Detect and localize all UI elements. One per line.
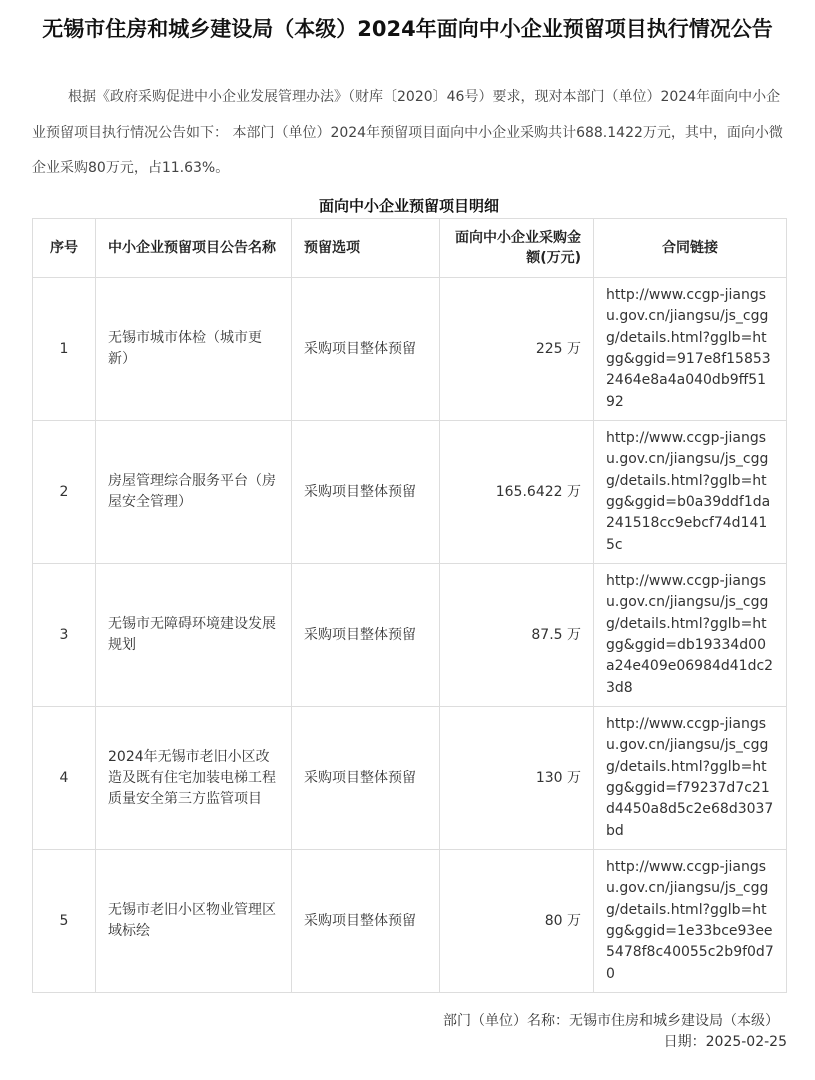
table-row <box>33 564 787 707</box>
table-row <box>33 278 787 421</box>
page-title: 无锡市住房和城乡建设局（本级）2024年面向中小企业预留项目执行情况公告 <box>42 17 773 41</box>
row-amount: 87.5 万 <box>440 564 594 707</box>
table-row <box>33 707 787 850</box>
row-project-name: 无锡市无障碍环境建设发展规划 <box>96 564 292 707</box>
table-row <box>33 850 787 993</box>
row-amount: 80 万 <box>440 850 594 993</box>
intro-paragraph: 根据《政府采购促进中小企业发展管理办法》（财库〔2020〕46号）要求，现对本部门（单位）2024年面向中小企业预留项目执行情况公告如下： 本部门（单位）2024年预留项目面向中小企业采购共计688.1422万元，其中，面向小微企业采购80万元，占11.63%。 <box>32 89 783 176</box>
row-reserve-option: 采购项目整体预留 <box>292 421 440 564</box>
row-project-name: 无锡市老旧小区物业管理区域标绘 <box>96 850 292 993</box>
row-seq: 4 <box>33 707 96 850</box>
footer-date: 日期：2025-02-25 <box>663 1034 787 1050</box>
header-amount: 面向中小企业采购金额(万元) <box>440 219 594 278</box>
row-reserve-option: 采购项目整体预留 <box>292 278 440 421</box>
row-contract-link[interactable]: http://www.ccgp-jiangsu.gov.cn/jiangsu/js_cggg/details.html?gglb=htgg&ggid=b0a39ddf1da241518cc9ebcf74d1415c <box>594 421 787 564</box>
row-seq: 3 <box>33 564 96 707</box>
row-seq: 2 <box>33 421 96 564</box>
header-project-name: 中小企业预留项目公告名称 <box>96 219 292 278</box>
row-contract-link[interactable]: http://www.ccgp-jiangsu.gov.cn/jiangsu/js_cggg/details.html?gglb=htgg&ggid=1e33bce93ee5478f8c40055c2b9f0d70 <box>594 850 787 993</box>
row-amount: 165.6422 万 <box>440 421 594 564</box>
row-reserve-option: 采购项目整体预留 <box>292 707 440 850</box>
row-amount: 130 万 <box>440 707 594 850</box>
header-reserve-option: 预留选项 <box>292 219 440 278</box>
table-header-row <box>33 219 787 278</box>
row-seq: 1 <box>33 278 96 421</box>
row-reserve-option: 采购项目整体预留 <box>292 564 440 707</box>
header-seq: 序号 <box>33 219 96 278</box>
row-amount: 225 万 <box>440 278 594 421</box>
row-reserve-option: 采购项目整体预留 <box>292 850 440 993</box>
row-project-name: 2024年无锡市老旧小区改造及既有住宅加装电梯工程质量安全第三方监管项目 <box>96 707 292 850</box>
table-row <box>33 421 787 564</box>
row-seq: 5 <box>33 850 96 993</box>
table-caption: 面向中小企业预留项目明细 <box>318 197 499 215</box>
row-project-name: 房屋管理综合服务平台（房屋安全管理） <box>96 421 292 564</box>
reserved-projects-table <box>32 218 787 993</box>
row-contract-link[interactable]: http://www.ccgp-jiangsu.gov.cn/jiangsu/js_cggg/details.html?gglb=htgg&ggid=917e8f158532464e8a4a040db9ff5192 <box>594 278 787 421</box>
row-project-name: 无锡市城市体检（城市更新） <box>96 278 292 421</box>
header-contract-link: 合同链接 <box>594 219 787 278</box>
footer-department: 部门（单位）名称：无锡市住房和城乡建设局（本级） <box>443 1013 779 1029</box>
row-contract-link[interactable]: http://www.ccgp-jiangsu.gov.cn/jiangsu/js_cggg/details.html?gglb=htgg&ggid=f79237d7c21d4450a8d5c2e68d3037bd <box>594 707 787 850</box>
row-contract-link[interactable]: http://www.ccgp-jiangsu.gov.cn/jiangsu/js_cggg/details.html?gglb=htgg&ggid=db19334d00a24e409e06984d41dc23d8 <box>594 564 787 707</box>
